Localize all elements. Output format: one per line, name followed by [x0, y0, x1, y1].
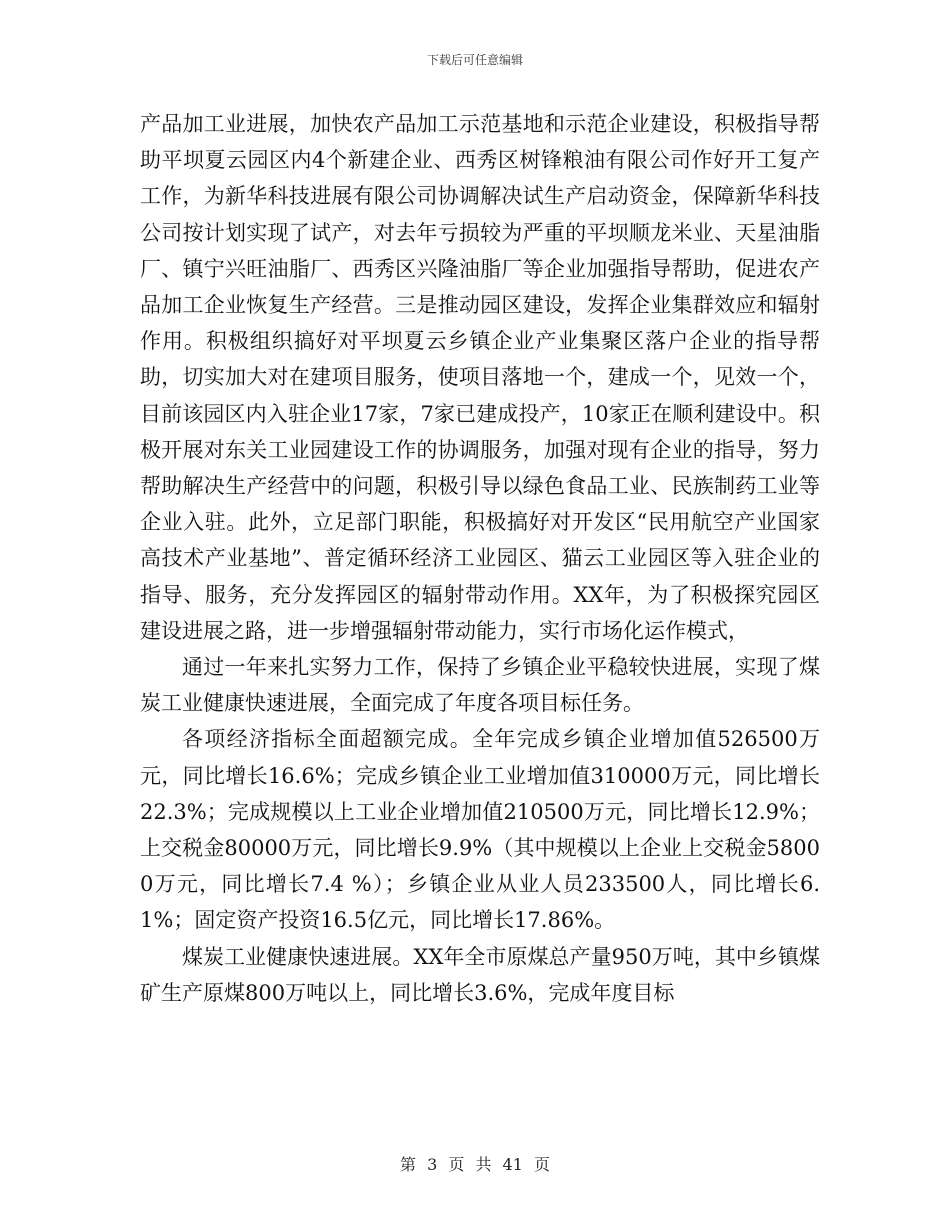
paragraph-2: 通过一年来扎实努力工作，保持了乡镇企业平稳较快进展，实现了煤炭工业健康快速进展，全面完成了年度各项目标任务。 [140, 655, 820, 716]
paragraph-4: 煤炭工业健康快速进展。XX年全市原煤总产量950万吨，其中乡镇煤矿生产原煤800万吨以上，同比增长3.6%，完成年度目标 [140, 944, 820, 1005]
page-header-note: 下载后可任意编辑 [426, 53, 523, 67]
document-body [140, 106, 820, 1011]
page-footer-number: 第 3 页 共 41 页 [400, 1155, 550, 1174]
paragraph-3: 各项经济指标全面超额完成。全年完成乡镇企业增加值526500万元，同比增长16.6%；完成乡镇企业工业增加值310000万元，同比增长22.3%；完成规模以上工业企业增加值210500万元，同比增长12.9%；上交税金80000万元，同比增长9.9%（其中规模以上企业上交税金58000万元，同比增长7.4 %）；乡镇企业从业人员233500人，同比增长6.1%；固定资产投资16.5亿元，同比增长17.86%。 [140, 727, 820, 933]
paragraph-1: 产品加工业进展，加快农产品加工示范基地和示范企业建设，积极指导帮助平坝夏云园区内4个新建企业、西秀区树锋粮油有限公司作好开工复产工作，为新华科技进展有限公司协调解决试生产启动资金，保障新华科技公司按计划实现了试产，对去年亏损较为严重的平坝顺龙米业、天星油脂厂、镇宁兴旺油脂厂、西秀区兴隆油脂厂等企业加强指导帮助，促进农产品加工企业恢复生产经营。三是推动园区建设，发挥企业集群效应和辐射作用。积极组织搞好对平坝夏云乡镇企业产业集聚区落户企业的指导帮助，切实加大对在建项目服务，使项目落地一个，建成一个，见效一个，目前该园区内入驻企业17家，7家已建成投产，10家正在顺利建设中。积极开展对东关工业园建设工作的协调服务，加强对现有企业的指导，努力帮助解决生产经营中的问题，积极引导以绿色食品工业、民族制药工业等企业入驻。此外，立足部门职能，积极搞好对开发区“民用航空产业国家高技术产业基地”、普定循环经济工业园区、猫云工业园区等入驻企业的指导、服务，充分发挥园区的辐射带动作用。XX年，为了积极探究园区建设进展之路，进一步增强辐射带动能力，实行市场化运作模式， [140, 112, 820, 643]
